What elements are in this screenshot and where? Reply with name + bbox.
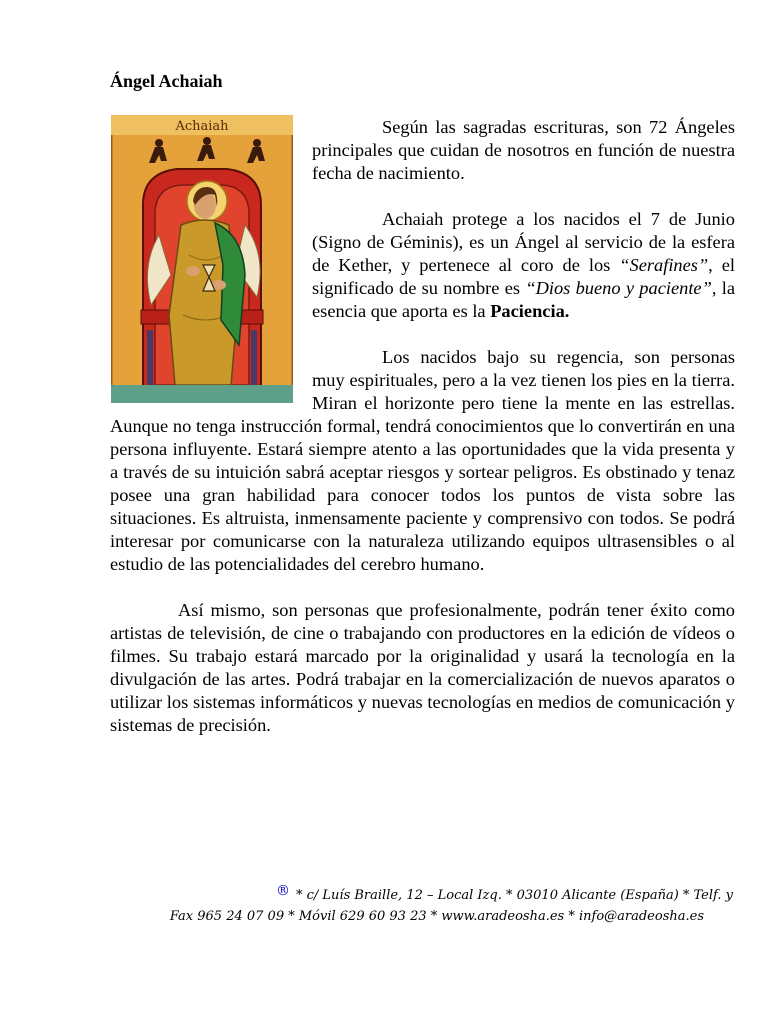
page-title: Ángel Achaiah bbox=[110, 71, 223, 91]
footer-address: * c/ Luís Braille, 12 – Local Izq. * 03010 Alicante (España) * Telf. y bbox=[295, 888, 733, 903]
term-serafines: “Serafines” bbox=[619, 255, 709, 275]
image-spacer bbox=[110, 116, 312, 406]
contact-footer bbox=[110, 881, 735, 927]
term-dios-bueno: “Dios bueno y paciente” bbox=[525, 278, 712, 298]
article-body bbox=[110, 116, 735, 760]
footer-line-2: Fax 965 24 07 09 * Móvil 629 60 93 23 * www.aradeosha.es * info@aradeosha.es bbox=[169, 909, 704, 924]
footer-line-1 bbox=[110, 881, 735, 906]
paragraph-2-text-a: Achaiah protege a los nacidos el 7 de Junio (Signo de Géminis), es un Ángel al servicio de la esfera de Kether, y pertenece al coro de los bbox=[312, 209, 735, 275]
paragraph-2-text-c: , el significado de su nombre es bbox=[312, 255, 735, 298]
paragraph-1: Según las sagradas escrituras, son 72 Ángeles principales que cuidan de nosotros en función de nuestra fecha de nacimiento. bbox=[312, 117, 735, 183]
registered-icon: ® bbox=[275, 883, 290, 899]
term-paciencia: Paciencia. bbox=[490, 301, 570, 321]
paragraph-2-text-e: , la esencia que aporta es la bbox=[312, 278, 735, 321]
image-caption: Achaiah bbox=[175, 119, 229, 134]
paragraph-3: Los nacidos bajo su regencia, son personas muy espirituales, pero a la vez tienen los pies en la tierra. Miran el horizonte pero tiene la mente en las estrellas. Aunque no tenga instrucción formal, tendrá conocimientos que lo convertirán en una persona influyente. Estará siempre atento a las oportunidades que la vida presenta y a través de su intuición sabrá aceptar riesgos y sortear peligros. Es obstinado y tenaz posee una gran habilidad para conocer todos los puntos de vista sobre las situaciones. Es altruista, inmensamente paciente y comprensivo con todos. Se podrá interesar por comunicarse con la naturaleza utilizando equipos ultrasensibles o al estudio de las potencialidades del cerebro humano. bbox=[110, 347, 735, 574]
paragraph-4: Así mismo, son personas que profesionalmente, podrán tener éxito como artistas de televisión, de cine o trabajando con productores en la edición de vídeos o filmes. Su trabajo estará marcado por la originalidad y usará la tecnología en la divulgación de las artes. Podrá trabajar en la comercialización de nuevos aparatos o utilizar los sistemas informáticos y nuevas tecnologías en medios de comunicación y sistemas de precisión. bbox=[110, 600, 735, 735]
